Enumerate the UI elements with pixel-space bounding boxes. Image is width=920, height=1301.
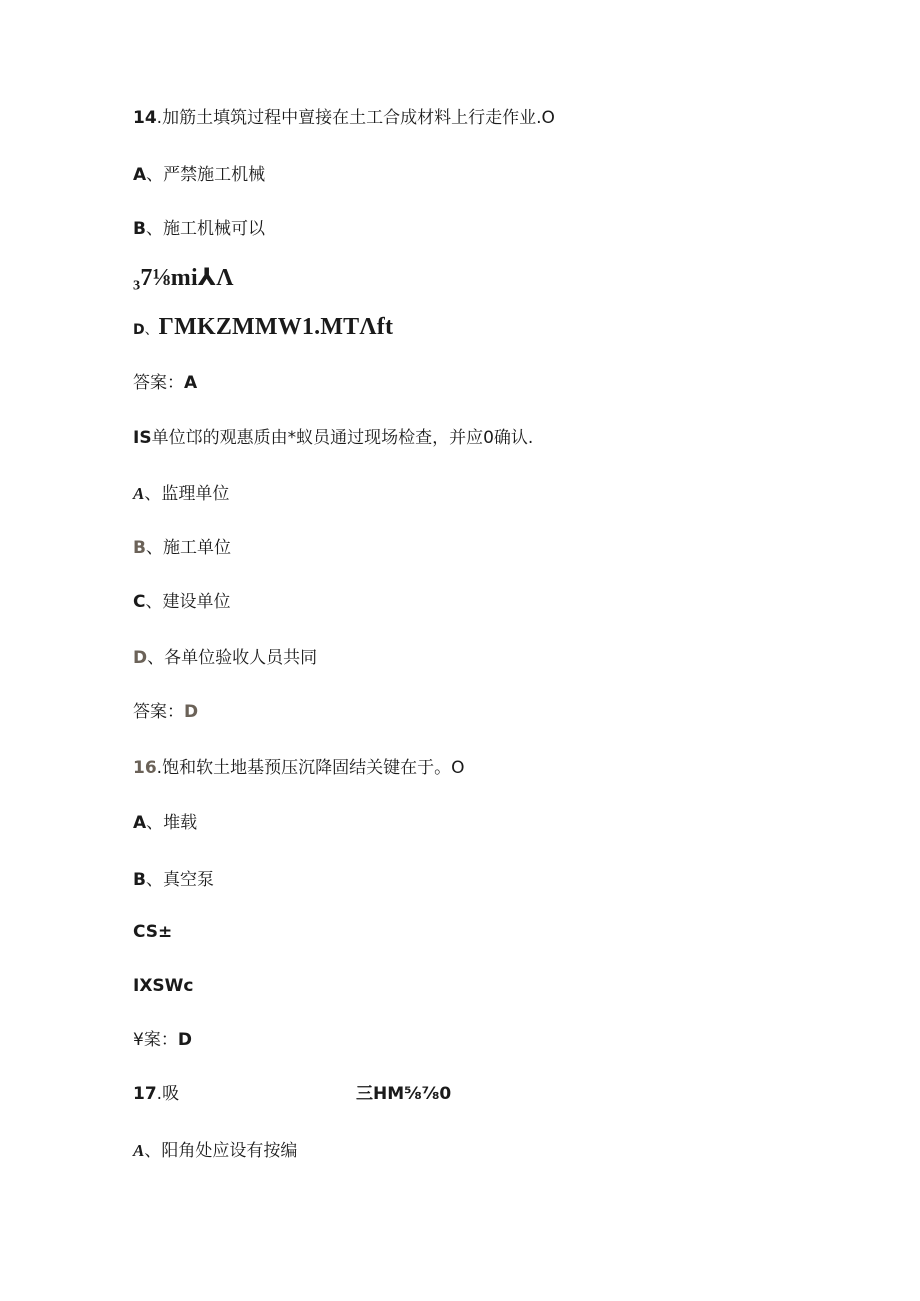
- option-letter: A: [133, 1141, 145, 1160]
- question-text: .加筋土填筑过程中亶接在土工合成材料上行走作业.O: [156, 108, 555, 128]
- question-text: 单位邙的观惠质由*蚁员通过现场检查，并应0确认.: [151, 428, 534, 448]
- option-a: [133, 1140, 297, 1162]
- option-text: 各单位验收人员共同: [164, 648, 318, 668]
- option-d-garbled: [133, 975, 194, 997]
- option-letter: A: [133, 484, 145, 503]
- option-text: 施工单位: [162, 538, 231, 558]
- option-c-garbled: [133, 921, 172, 943]
- option-a: [133, 483, 229, 505]
- option-separator: 、: [146, 165, 164, 185]
- option-b: [133, 537, 231, 559]
- option-letter: B: [133, 870, 146, 890]
- option-text: 监理单位: [161, 484, 230, 504]
- option-text: CS±: [133, 922, 173, 942]
- question-text-tail: 三HM⅝⅞0: [356, 1084, 452, 1104]
- option-letter: D: [133, 322, 145, 338]
- option-text: 阳角处应设有按编: [161, 1141, 298, 1161]
- option-text: 严禁施工机械: [163, 165, 266, 185]
- option-separator: 、: [146, 813, 164, 833]
- question-number: 14: [133, 108, 157, 128]
- option-letter: B: [133, 538, 146, 558]
- option-a: [133, 812, 197, 834]
- option-text: IXSWc: [133, 976, 194, 996]
- option-letter: D: [133, 648, 148, 668]
- question-number: 17: [133, 1084, 157, 1104]
- option-separator: 、: [147, 648, 165, 668]
- answer-label: 答案：: [133, 702, 184, 722]
- option-letter: A: [133, 165, 147, 185]
- option-separator: 、: [145, 870, 163, 890]
- option-c-garbled: [133, 264, 234, 292]
- answer-value: D: [184, 702, 199, 722]
- question-number: IS: [133, 428, 152, 448]
- option-b: [133, 218, 265, 240]
- question-17-stem-tail: [356, 1083, 451, 1105]
- option-letter: B: [133, 219, 146, 239]
- option-text: 施工机械可以: [162, 219, 265, 239]
- option-separator: 、: [145, 219, 163, 239]
- question-14-stem: [133, 107, 555, 129]
- question-15-stem: [133, 427, 533, 449]
- option-d: [133, 647, 317, 669]
- answer-label: ¥案：: [133, 1030, 178, 1050]
- option-text: ΓMKZMMW1.MTΛft: [158, 314, 394, 340]
- option-separator: 、: [144, 1141, 162, 1161]
- option-letter: C: [133, 592, 146, 612]
- option-separator: 、: [145, 538, 163, 558]
- question-text: .吸: [156, 1084, 180, 1104]
- option-d: [133, 313, 393, 341]
- option-separator: 、: [144, 484, 162, 504]
- option-a: [133, 164, 265, 186]
- option-separator: 、: [144, 322, 159, 338]
- option-text: ₃7⅛mi⅄Λ: [133, 265, 234, 291]
- option-text: 真空泵: [162, 870, 214, 890]
- option-text: 建设单位: [162, 592, 231, 612]
- option-c: [133, 591, 230, 613]
- option-text: 堆载: [163, 813, 198, 833]
- answer-value: A: [184, 373, 198, 393]
- option-letter: A: [133, 813, 147, 833]
- option-separator: 、: [145, 592, 163, 612]
- question-number: 16: [133, 758, 157, 778]
- answer-value: D: [177, 1030, 192, 1050]
- question-text: .饱和软土地基预压沉降固结关键在于。O: [156, 758, 465, 778]
- option-b: [133, 869, 214, 891]
- answer-line: [133, 1029, 192, 1051]
- answer-line: [133, 701, 198, 723]
- answer-label: 答案：: [133, 373, 184, 393]
- question-17-stem: [133, 1083, 179, 1105]
- question-16-stem: [133, 757, 464, 779]
- answer-line: [133, 372, 197, 394]
